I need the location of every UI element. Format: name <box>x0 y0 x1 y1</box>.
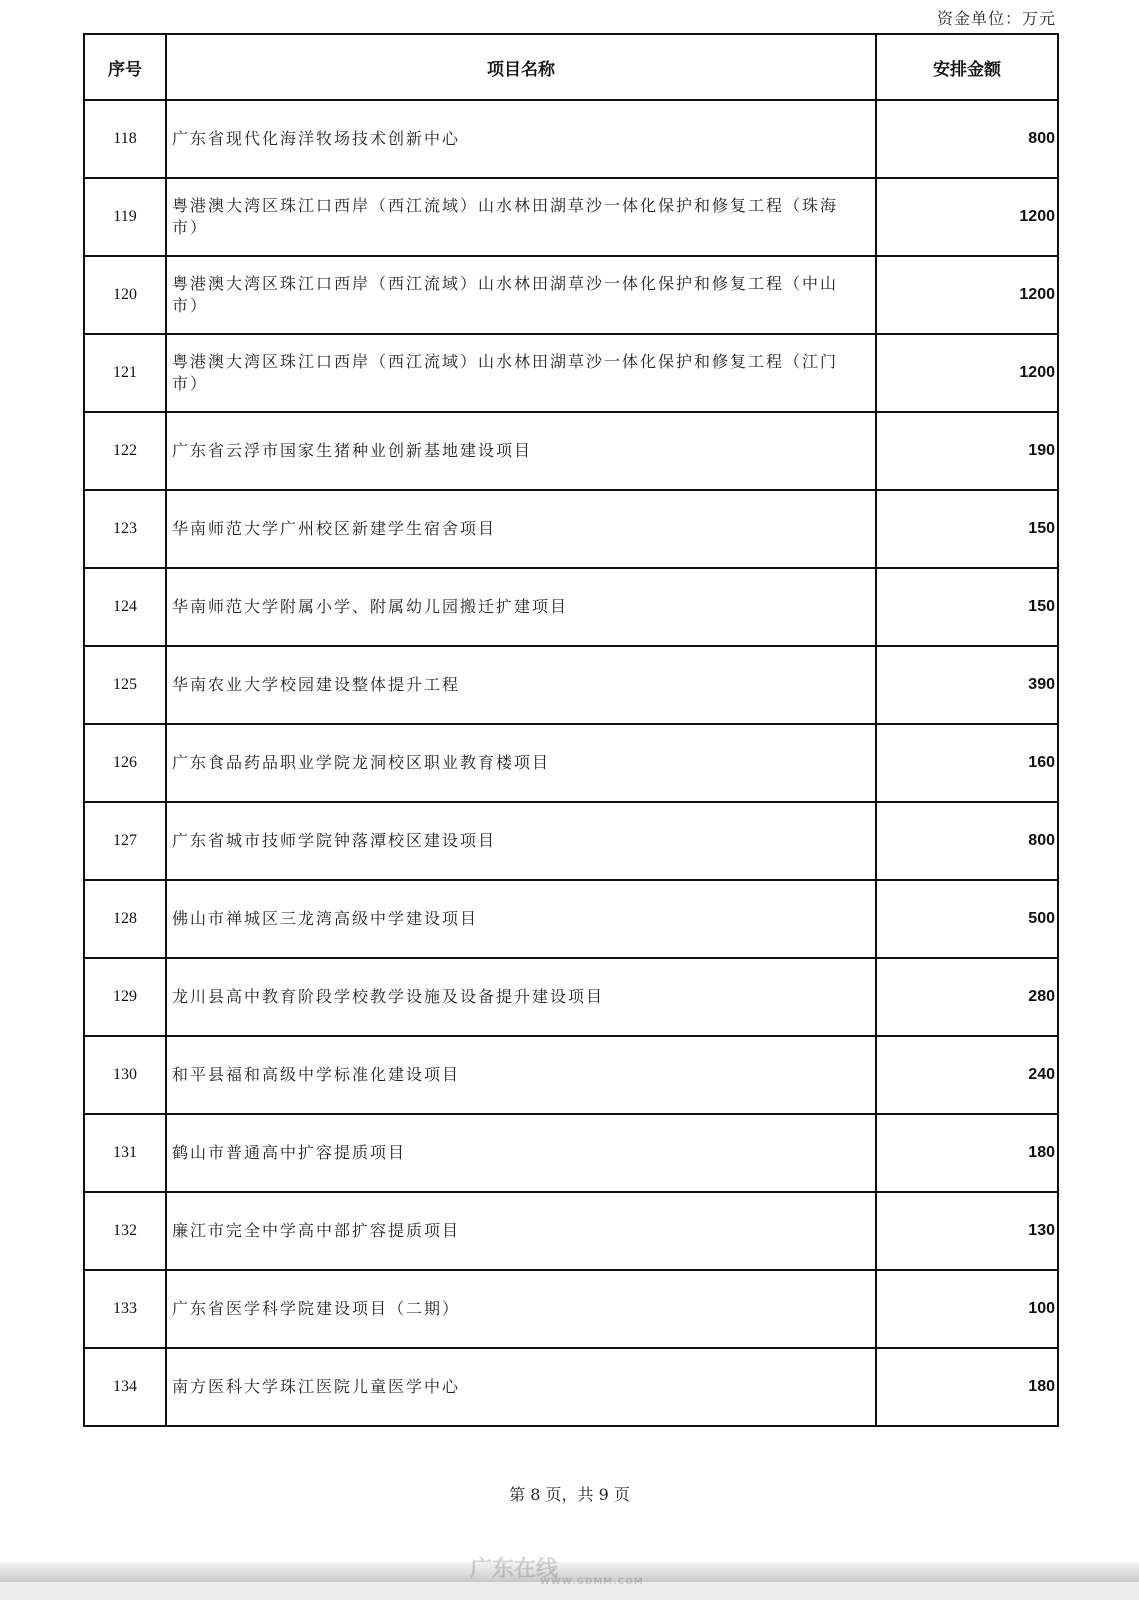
table-row <box>84 334 1058 412</box>
row-seq: 127 <box>84 802 166 880</box>
row-amount: 1200 <box>876 256 1058 334</box>
table-row <box>84 1114 1058 1192</box>
table-row <box>84 880 1058 958</box>
row-seq: 133 <box>84 1270 166 1348</box>
row-seq: 125 <box>84 646 166 724</box>
row-project-name: 鹤山市普通高中扩容提质项目 <box>166 1114 876 1192</box>
table-row <box>84 724 1058 802</box>
row-seq: 122 <box>84 412 166 490</box>
row-seq: 119 <box>84 178 166 256</box>
row-amount: 160 <box>876 724 1058 802</box>
row-project-name: 华南师范大学附属小学、附属幼儿园搬迁扩建项目 <box>166 568 876 646</box>
header-amount: 安排金额 <box>876 34 1058 100</box>
page-number: 第 8 页，共 9 页 <box>509 1485 630 1504</box>
row-seq: 120 <box>84 256 166 334</box>
row-amount: 500 <box>876 880 1058 958</box>
row-project-name: 广东省云浮市国家生猪种业创新基地建设项目 <box>166 412 876 490</box>
row-project-name: 粤港澳大湾区珠江口西岸（西江流域）山水林田湖草沙一体化保护和修复工程（中山市） <box>166 256 876 334</box>
table-row <box>84 568 1058 646</box>
watermark-sub: WWW.GDMM.COM <box>540 1577 644 1587</box>
table-row <box>84 100 1058 178</box>
funding-unit-note: 资金单位：万元 <box>936 9 1056 28</box>
row-project-name: 粤港澳大湾区珠江口西岸（西江流域）山水林田湖草沙一体化保护和修复工程（珠海市） <box>166 178 876 256</box>
table-row <box>84 958 1058 1036</box>
table-body <box>84 100 1058 1426</box>
row-seq: 131 <box>84 1114 166 1192</box>
row-seq: 129 <box>84 958 166 1036</box>
row-amount: 800 <box>876 100 1058 178</box>
table-row <box>84 178 1058 256</box>
row-project-name: 廉江市完全中学高中部扩容提质项目 <box>166 1192 876 1270</box>
project-funding-table <box>83 33 1059 1427</box>
row-amount: 180 <box>876 1114 1058 1192</box>
row-amount: 190 <box>876 412 1058 490</box>
table-row <box>84 1348 1058 1426</box>
row-project-name: 佛山市禅城区三龙湾高级中学建设项目 <box>166 880 876 958</box>
table-row <box>84 646 1058 724</box>
row-amount: 1200 <box>876 334 1058 412</box>
row-amount: 390 <box>876 646 1058 724</box>
table-row <box>84 490 1058 568</box>
table-header <box>84 34 1058 100</box>
row-seq: 121 <box>84 334 166 412</box>
row-project-name: 龙川县高中教育阶段学校教学设施及设备提升建设项目 <box>166 958 876 1036</box>
row-project-name: 华南农业大学校园建设整体提升工程 <box>166 646 876 724</box>
row-seq: 126 <box>84 724 166 802</box>
row-amount: 280 <box>876 958 1058 1036</box>
header-project-name: 项目名称 <box>166 34 876 100</box>
table-row <box>84 256 1058 334</box>
row-amount: 130 <box>876 1192 1058 1270</box>
table-row <box>84 1270 1058 1348</box>
row-seq: 128 <box>84 880 166 958</box>
watermark-logo <box>470 1552 644 1587</box>
row-project-name: 广东食品药品职业学院龙洞校区职业教育楼项目 <box>166 724 876 802</box>
header-seq: 序号 <box>84 34 166 100</box>
row-amount: 150 <box>876 568 1058 646</box>
row-project-name: 和平县福和高级中学标准化建设项目 <box>166 1036 876 1114</box>
row-project-name: 粤港澳大湾区珠江口西岸（西江流域）山水林田湖草沙一体化保护和修复工程（江门市） <box>166 334 876 412</box>
row-seq: 118 <box>84 100 166 178</box>
table-row <box>84 1036 1058 1114</box>
row-project-name: 广东省医学科学院建设项目（二期） <box>166 1270 876 1348</box>
table-row <box>84 1192 1058 1270</box>
row-seq: 134 <box>84 1348 166 1426</box>
row-seq: 123 <box>84 490 166 568</box>
row-amount: 800 <box>876 802 1058 880</box>
row-project-name: 广东省城市技师学院钟落潭校区建设项目 <box>166 802 876 880</box>
row-project-name: 广东省现代化海洋牧场技术创新中心 <box>166 100 876 178</box>
row-amount: 150 <box>876 490 1058 568</box>
row-amount: 180 <box>876 1348 1058 1426</box>
table-row <box>84 802 1058 880</box>
header-row <box>84 34 1058 100</box>
row-project-name: 华南师范大学广州校区新建学生宿舍项目 <box>166 490 876 568</box>
row-amount: 100 <box>876 1270 1058 1348</box>
row-amount: 240 <box>876 1036 1058 1114</box>
watermark-text: 广东在线 <box>470 1557 559 1582</box>
row-seq: 132 <box>84 1192 166 1270</box>
table-row <box>84 412 1058 490</box>
row-amount: 1200 <box>876 178 1058 256</box>
row-seq: 124 <box>84 568 166 646</box>
row-project-name: 南方医科大学珠江医院儿童医学中心 <box>166 1348 876 1426</box>
row-seq: 130 <box>84 1036 166 1114</box>
